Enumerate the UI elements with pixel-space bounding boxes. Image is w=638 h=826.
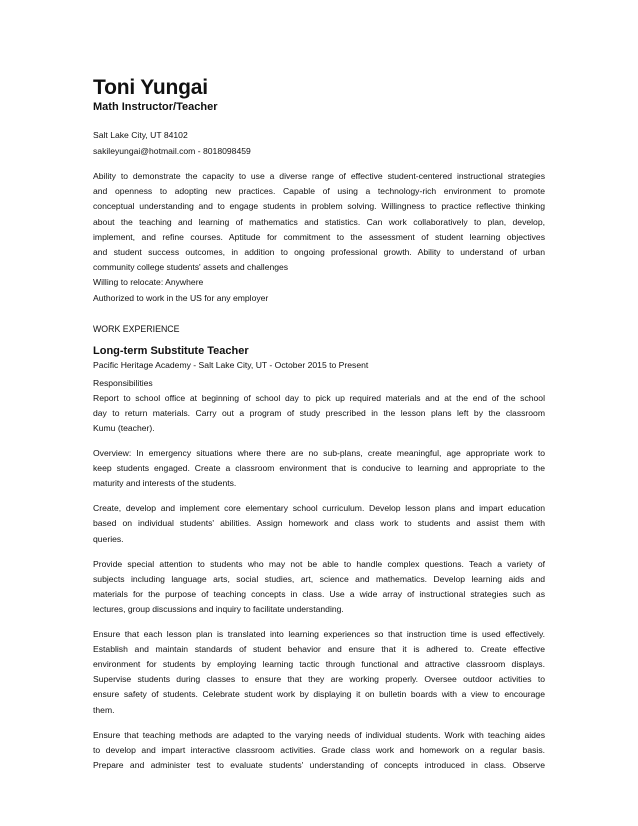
paragraph-line: queries. — [93, 533, 124, 544]
paragraph-line: Establish and maintain standards of student behavior and ensure that it is adhered to. Create effective — [93, 644, 545, 655]
paragraph — [93, 627, 545, 718]
summary-line: implement, and refine courses. Aptitude for commitment to the assessment of student learning objectives — [93, 231, 545, 242]
candidate-title: Math Instructor/Teacher — [93, 101, 218, 113]
job-meta: Pacific Heritage Academy - Salt Lake City, UT - October 2015 to Present — [93, 359, 369, 370]
paragraph-line: keep students engaged. Create a classroom environment that is conducive to learning and appropriate to the — [93, 463, 545, 474]
paragraph-line: to develop and impart interactive classroom activities. Grade class work and homework on a regular basis. — [93, 744, 545, 755]
section-work-experience: WORK EXPERIENCE — [93, 323, 180, 334]
paragraph-line: based on individual students' abilities. Assign homework and class work to students and assist them with — [93, 518, 545, 529]
paragraph-line: materials for the purpose of teaching concepts in class. Use a wide array of instructional strategies such as — [93, 588, 545, 599]
summary-line: about the teaching and learning of mathematics and statistics. Can work collaboratively to plan, develop, — [93, 216, 545, 227]
paragraph-line: lectures, group discussions and inquiry to facilitate understanding. — [93, 603, 344, 614]
relocate-line: Willing to relocate: Anywhere — [93, 277, 204, 288]
job-title: Long-term Substitute Teacher — [93, 344, 249, 357]
paragraph-line: Report to school office at beginning of school day to pick up required materials and at the end of the school — [93, 392, 545, 403]
authorization-line: Authorized to work in the US for any employer — [93, 292, 269, 303]
paragraph-line: Ensure that each lesson plan is translated into learning experiences so that instruction time is used effectively. — [93, 629, 545, 640]
paragraph-line: subjects including language arts, social studies, art, science and mathematics. Develop learning aids and — [93, 573, 545, 584]
contact-info: sakileyungai@hotmail.com - 8018098459 — [93, 146, 251, 156]
summary-line: Ability to demonstrate the capacity to use a diverse range of effective student-centered instructional strategies — [93, 171, 545, 181]
paragraph-line: day to return materials. Carry out a program of study prescribed in the lesson plans left by the classroom — [93, 407, 545, 418]
responsibilities-label: Responsibilities — [93, 377, 153, 388]
paragraph — [93, 446, 545, 491]
location: Salt Lake City, UT 84102 — [93, 130, 188, 140]
paragraph-line: Kumu (teacher). — [93, 423, 155, 434]
summary-line: community college students' assets and challenges — [93, 262, 289, 273]
paragraph — [93, 557, 545, 617]
paragraph-line: Prepare and administer test to evaluate students' understanding of concepts introduced in class. Observe — [93, 759, 545, 770]
summary-line: conceptual understanding and to engage students in problem solving. Willingness to practice reflective thinking — [93, 201, 545, 212]
paragraph-line: them. — [93, 704, 115, 715]
paragraph-line: Provide special attention to students who may not be able to handle complex questions. Teach a variety of — [93, 558, 545, 569]
candidate-name: Toni Yungai — [93, 76, 208, 99]
paragraph-line: environment for students by employing learning tactic through functional and attractive classroom displays. — [93, 659, 545, 670]
paragraph-line: Supervise students during classes to ensure that they are working properly. Oversee outdoor activities to — [93, 674, 545, 685]
summary-line: and openness to adopting new practices. Capable of using a technology-rich environment to promote — [93, 186, 545, 197]
paragraph — [93, 728, 545, 773]
paragraph-line: Ensure that teaching methods are adapted to the varying needs of individual students. Work with teaching aides — [93, 729, 545, 740]
paragraph-line: Create, develop and implement core elementary school curriculum. Develop lesson plans and impart education — [93, 503, 545, 514]
paragraph-line: Overview: In emergency situations where there are no sub-plans, create meaningful, age appropriate work to — [93, 448, 545, 459]
summary-line: and student success outcomes, in addition to ongoing professional growth. Ability to understand of urban — [93, 247, 545, 258]
summary — [93, 169, 545, 306]
paragraph-line: maturity and interests of the students. — [93, 478, 237, 489]
paragraph — [93, 501, 545, 546]
paragraph-line: ensure safety of students. Celebrate student work by displaying it on bulletin boards with a view to encourage — [93, 689, 545, 700]
paragraph — [93, 391, 545, 436]
